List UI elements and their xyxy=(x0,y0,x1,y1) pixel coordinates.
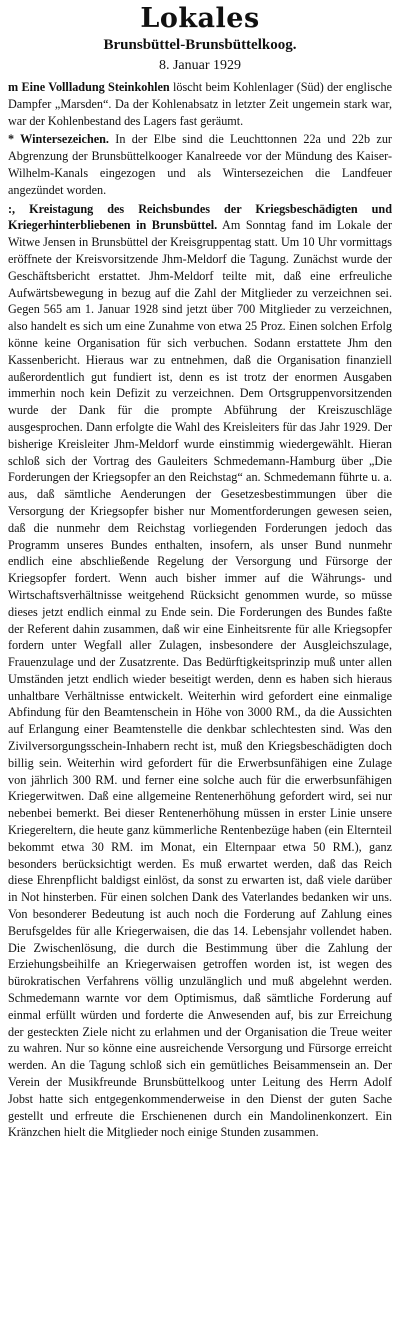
article-district-meeting xyxy=(8,201,392,1142)
article-headline: m Eine Vollladung Steinkohlen xyxy=(8,80,170,94)
article-headline: * Wintersezeichen. xyxy=(8,132,109,147)
article-body: Am Sonntag fand im Lokale der Witwe Jensen in Brunsbüttel der Kreisgruppentag statt. Um 10 Uhr vormittags eröffnete der Kreisvorsitzende Jhm-Meldorf die Tagung. Zunächst wurde der Geschäftsbericht erstattet. Jhm-Meldorf teilte mit, daß eine erfreuliche Aufwärtsbewegung in bezug auf die Zahl der Mitglieder zu verzeichnen sei. Gegen 565 am 1. Januar 1928 sind jetzt über 700 Mitglieder zu verzeichnen, also handelt es sich um eine Zunahme von etwa 25 Proz. Einen solchen Erfolg könne keine Organisation für sich verbuchen. Sodann erstattete Jhm den Kassenbericht. Hieraus war zu entnehmen, daß die Organisation finanziell außerordentlich gut fundiert ist, denn es ist trotz der enormen Ausgaben immerhin noch kein Defizit zu verzeichnen. Dem Ortsgruppenvorsitzenden wurde der Dank für die prompte Abführung der Kreiszuschläge ausgesprochen. Dann erfolgte die Wahl des Kreisleiters für das Jahr 1929. Der bisherige Kreisleiter Jhm-Meldorf wurde einstimmig wiedergewählt. Hieran schloß sich der Vortrag des Gauleiters Schmedemann-Hamburg über „Die Forderungen der Kriegsopfer an den Reichstag“ an. Schmedemann führte u. a. aus, daß sämtliche Aenderungen der Gesetzesbestimmungen über die Versorgung der Kriegsopfer bisher nur Momentforderungen gewesen seien, daß die nunmehr dem Reichstag vorliegenden Forderungen jedoch das Programm unseres Bundes enthalten, insofern, als unser Bund nunmehr endlich eine abschließende Regelung der Versorgung und Fürsorge der Kriegsopfer fordert. Wenn auch bisher immer auf die Währungs- und Wirtschaftsverhältnisse weitgehend Rücksicht genommen wurde, so müsse dieses jetzt endlich einmal zu Ende sein. Die Forderungen des Bundes faßte der Referent dahin zusammen, daß wir eine Einheitsrente für alle Kriegsopfer fordern unter Wegfall aller Zulagen, insbesondere der Ausgleichszulage, Frauenzulage und der Zusatzrente. Das Bedürftigkeitsprinzip muß unter allen Umständen jetzt endlich wieder beseitigt werden, denn es haben sich hieraus unhaltbare Verhältnisse entwickelt. Weiterhin wird gefordert eine einmalige Abfindung für den Beamtenschein in Höhe von 3000 RM., da die Aussichten auf Erlangung einer Beamtenstelle die denkbar schlechtesten sind. Was den Zivilversorgungsschein-Inhabern recht ist, muß den Kriegsbeschädigten doch billig sein. Weiterhin wird gefordert für die Erwerbsunfähigen eine Zulage von jährlich 300 RM. und ferner eine solche auch für die erwerbsunfähigen Kriegerwitwen. Daß eine allgemeine Rentenerhöhung gefordert wird, sei nur nebenbei bemerkt. Bei dieser Rentenerhöhung müssen in erster Linie unsere Kriegereltern, die heute ganz kümmerliche Rentenbezüge haben (ein Elternteil bekommt etwa 30 RM. im Monat, ein Elternpaar etwa 50 RM.), ganz besonders berücksichtigt werden. Es muß erwartet werden, daß das Reich diese Ehrenpflicht baldigst einlöst, da sonst zu erwarten ist, daß viele darüber in Not hinsterben. Für einen solchen Dank des Vaterlandes bedanken wir uns. Von besonderer Bedeutung ist auch noch die Forderung auf Zahlung eines Berufsgeldes für alle Kriegerwaisen, die das 14. Lebensjahr vollendet haben. Die Zwischenlösung, die durch die Bestimmung über die Zahlung der Erziehungsbeihilfe an Kriegerwaisen getroffen worden ist, ist wegen des bürokratischen Verfahrens völlig unzulänglich und muß abgelehnt werden. Schmedemann warnte vor dem Optimismus, daß sämtliche Forderung auf einmal erfüllt würden und forderte die Anwesenden auf, bis zur Erreichung der gesteckten Ziele nicht zu erlahmen und der Organisation die Treue weiter zu wahren. Nur so könne eine ausreichende Versorgung und Fürsorge erreicht werden. An die Tagung schloß sich ein gemütliches Beisammensein an. Der Verein der Musikfreunde Brunsbüttelkoog unter Leitung des Herrn Adolf Jobst hatte sich entgegenkommenderweise in den Dienst der guten Sache gestellt und erfreute die Erschienenen durch ein Mandolinenkonzert. Ein Kränzchen hielt die Mitglieder noch einige Stunden zusammen. xyxy=(8,218,393,1140)
article-headline: :, Kreistagung des Reichsbundes der Kriegsbeschädigten und Kriegerhinterbliebenen in Brunsbüttel. xyxy=(8,201,392,233)
section-title: Lokales xyxy=(140,3,260,34)
article-body: In der Elbe sind die Leuchttonnen 22a und 22b zur Abgrenzung der Brunsbüttelkooger Kanalreede vor der Mündung des Kaiser-Wilhelm-Kanals eingezogen und als Wintersezeichen die Landfeuer angezündet worden. xyxy=(8,132,392,197)
article-coal-delivery xyxy=(8,79,392,129)
article-body: löscht beim Kohlenlager (Süd) der englische Dampfer „Marsden“. Da der Kohlenabsatz in letzter Zeit ungemein stark war, war der Kohlenbestand des Lagers fast geräumt. xyxy=(8,80,392,128)
article-winter-signs xyxy=(8,131,392,198)
issue-date: 8. Januar 1929 xyxy=(158,58,242,73)
section-subtitle: Brunsbüttel-Brunsbüttelkoog. xyxy=(103,37,297,53)
